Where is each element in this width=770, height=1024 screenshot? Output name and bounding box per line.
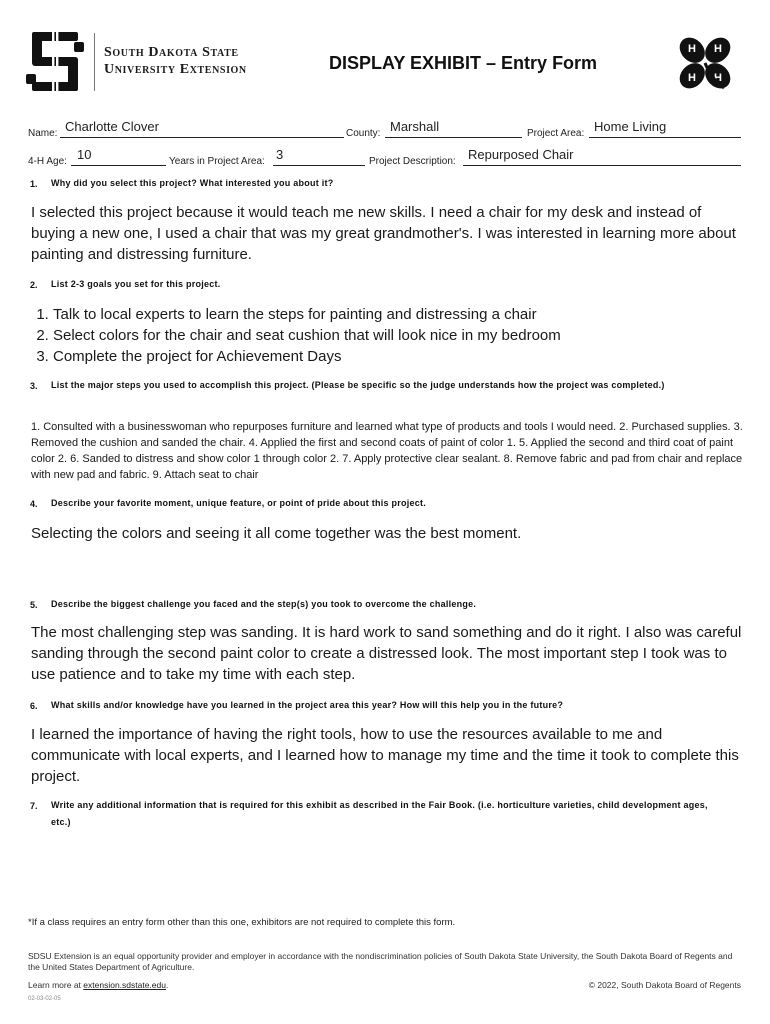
description-underline [463,165,741,166]
question-text: Write any additional information that is required for this exhibit as described in the Fair Book. (i.e. horticulture varieties, child development ages, etc.) [51,800,708,827]
name-label: Name: [28,128,58,139]
question-text: Why did you select this project? What interested you about it? [51,178,334,188]
question-text: Describe your favorite moment, unique feature, or point of pride about this project. [51,498,427,508]
project-area-label: Project Area: [527,128,585,139]
project-area-field[interactable]: Home Living [594,119,667,134]
description-field[interactable]: Repurposed Chair [468,147,574,162]
learn-more-prefix: Learn more at [28,980,84,990]
question-number: 4. [30,499,38,509]
county-underline [385,137,522,138]
age-label: 4-H Age: [28,156,67,167]
question-number: 7. [30,801,38,811]
age-underline [71,165,166,166]
extension-link[interactable]: extension.sdstate.edu [83,980,166,990]
years-underline [273,165,365,166]
description-label: Project Description: [369,156,456,167]
svg-text:H: H [688,72,696,84]
name-field[interactable]: Charlotte Clover [65,119,159,134]
question-number: 6. [30,701,38,711]
project-area-underline [589,137,741,138]
question-number: 1. [30,179,38,189]
answer-text[interactable]: 1. Consulted with a businesswoman who repurposes furniture and learned what type of products and tools I would need. 2. Purchased supplies. 3. Removed the cushion and sanded the chair. 4. Applied the first and second coats of paint of color 1. 5. Applied the second and third coat of paint color 2. 6. Sanded to distress and show color 1 through color 2. 7. Apply protective clear sealant. 8. Remove fabric and pad from chair and replace with new pad and fabric. 9. Attach seat to chair [31,421,743,481]
answer-text[interactable]: I learned the importance of having the right tools, how to use the resources available to me and communicate with local experts, and I learned how to manage my time and the time it took to complete this project. [31,726,739,785]
org-name-line1: South Dakota State [104,45,239,60]
list-item: 3. Complete the project for Achievement Days [53,346,743,367]
county-label: County: [346,128,381,139]
question-text: Describe the biggest challenge you faced and the step(s) you took to overcome the challenge. [51,599,477,609]
county-field[interactable]: Marshall [390,119,440,134]
question-number: 5. [30,600,38,610]
question-text: List 2-3 goals you set for this project. [51,279,221,289]
question-number: 3. [30,381,38,391]
learn-more [28,980,168,991]
list-item: 2. Select colors for the chair and seat cushion that will look nice in my bedroom [53,325,743,346]
answer-text[interactable]: The most challenging step was sanding. It is hard work to sand something and do it right. I also was careful sanding through the second paint color to create a distressed look. The most important step I took was to use patience and to take my time with each step. [31,624,742,683]
name-underline [60,137,344,138]
copyright: © 2022, South Dakota Board of Regents [588,980,741,990]
answer-text[interactable]: I selected this project because it would teach me new skills. I need a chair for my desk and instead of buying a new one, I used a chair that was my great grandmother's. I was interested in learning more about painting and distressing furniture. [31,204,736,263]
years-field[interactable]: 3 [276,147,284,162]
footer-note: *If a class requires an entry form other than this one, exhibitors are not required to complete this form. [28,917,456,928]
form-code: 02-03-02-05 [28,996,61,1002]
org-name-line2: University Extension [104,62,247,77]
question-number: 2. [30,280,38,290]
question-text: List the major steps you used to accomplish this project. (Please be specific so the judge understands how the project was completed.) [51,380,665,390]
goals-list[interactable] [31,304,743,367]
svg-text:H: H [688,43,696,55]
clover-icon [672,30,738,96]
answer-text[interactable]: Selecting the colors and seeing it all come together was the best moment. [31,525,522,542]
age-field[interactable]: 10 [77,147,92,162]
svg-text:H: H [714,72,722,84]
sdsu-logo [24,30,86,94]
form-title: DISPLAY EXHIBIT – Entry Form [329,53,598,73]
equal-opportunity-statement: SDSU Extension is an equal opportunity provider and employer in accordance with the nondiscrimination policies of South Dakota State University, the South Dakota Board of Regents and the United States Department of Agriculture. [28,951,733,972]
svg-text:H: H [714,43,722,55]
years-label: Years in Project Area: [169,156,265,167]
logo-divider [94,33,95,91]
list-item: 1. Talk to local experts to learn the steps for painting and distressing a chair [53,304,743,325]
learn-more-suffix: . [165,980,169,990]
question-text: What skills and/or knowledge have you learned in the project area this year? How will this help you in the future? [51,700,564,710]
